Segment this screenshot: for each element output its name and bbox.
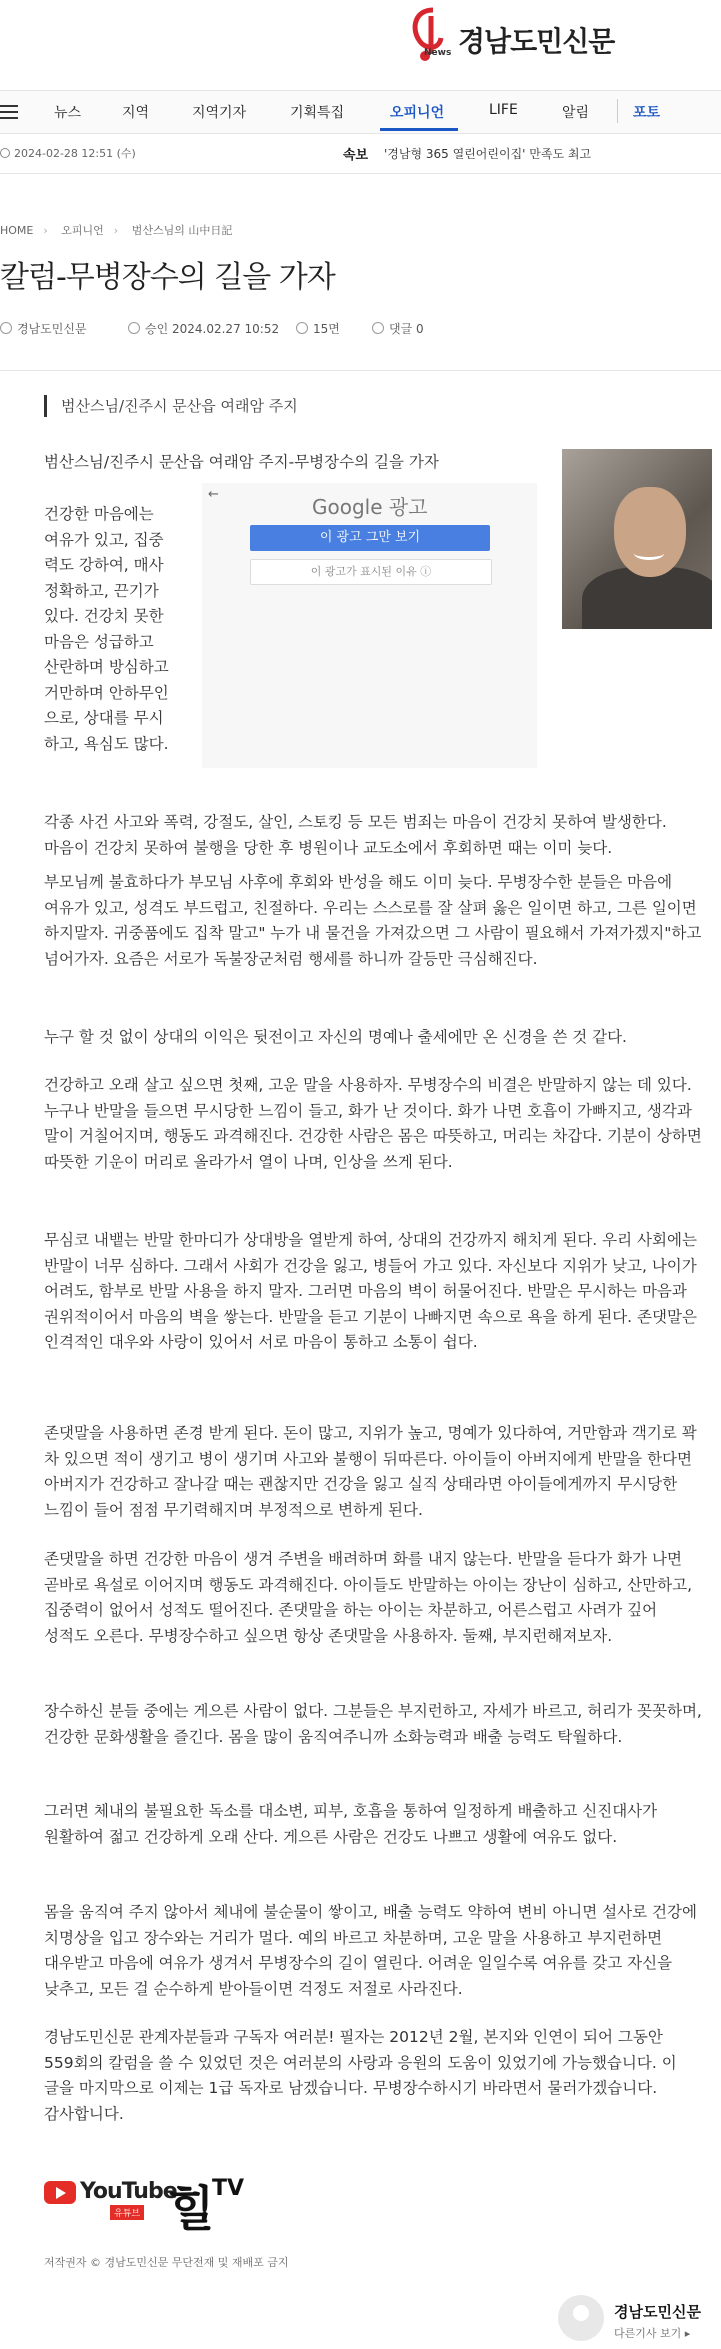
narrow-line: 으로, 상대를 무시: [44, 709, 164, 727]
author-photo: [562, 449, 712, 629]
ad-back-icon[interactable]: ←: [208, 487, 219, 502]
article-paragraph: 각종 사건 사고와 폭력, 강절도, 살인, 스토킹 등 모든 범죄는 마음이 건강치 못하여 발생한다. 마음이 건강치 못하여 불행을 당한 후 병원이나 교도소에서 후회하면 때는 이미 늦다.: [44, 813, 667, 857]
stop-ad-button[interactable]: 이 광고 그만 보기: [250, 525, 490, 551]
article-paragraph: 누구 할 것 없이 상대의 이익은 뒷전이고 자신의 명예나 출세에만 온 신경을 쓴 것 같다.: [44, 1028, 627, 1046]
article-paragraph: 몸을 움직여 주지 않아서 체내에 불순물이 쌓이고, 배출 능력도 약하여 변비 아니면 설사로 건강에 치명상을 입고 장수와는 거리가 멀다. 예의 바르고 차분하며, 고운 말을 사용하고 부지런하면 대우받고 마음에 여유가 생겨서 무병장수의 길이 열린다. 어려운 일일수록 여유를 갖고 자신을 낮추고, 모든 걸 순수하게 받아들이면 걱정도 저절로 사라진다.: [44, 1903, 697, 1998]
nav-item-life[interactable]: LIFE: [489, 102, 518, 118]
article-paragraph: 건강하고 오래 살고 싶으면 첫째, 고운 말을 사용하자. 무병장수의 비결은 반말하지 않는 데 있다. 누구나 반말을 들으면 무시당한 느낌이 들고, 화가 난 것이다. 화가 나면 호흡이 가빠지고, 생각과 말이 거칠어지며, 행동도 과격해진다. 건강한 사람은 몸은 따뜻하고, 머리는 차갑다. 기분이 상하면 따뜻한 기운이 머리로 올라가서 열이 나며, 인상을 쓰게 된다.: [44, 1076, 702, 1171]
site-logo[interactable]: [400, 6, 680, 64]
meta-approved: [128, 320, 279, 337]
nav-item-feature[interactable]: 기획특집: [290, 105, 345, 121]
article-paragraph: 존댓말을 하면 건강한 마음이 생겨 주변을 배려하며 화를 내지 않는다. 반말을 듣다가 화가 나면 곧바로 욕설로 이어지며 행동도 과격해진다. 아이들도 반말하는 아이는 장난이 심하고, 산만하고, 집중력이 없어서 성적도 떨어진다. 존댓말을 하는 아이는 차분하고, 어른스럽고 사려가 깊어 성적도 오른다. 무병장수하고 싶으면 항상 존댓말을 사용하자. 둘째, 부지런해져보자.: [44, 1550, 693, 1645]
logo-name: 경남도민신문: [458, 25, 615, 58]
breadcrumb-separator-icon: ›: [43, 224, 48, 237]
article-title: 칼럼-무병장수의 길을 가자: [0, 260, 335, 295]
news-ticker: [0, 133, 721, 174]
author-card[interactable]: [558, 2295, 721, 2349]
nav-item-photo[interactable]: 포토: [633, 105, 661, 121]
meta-comments[interactable]: [372, 320, 424, 337]
article-paragraph: 그러면 체내의 불필요한 독소를 대소변, 피부, 호흡을 통하여 일정하게 배출하고 신진대사가 원활하여 젊고 건강하게 오래 산다. 게으른 사람은 건강도 나쁘고 생활에 여유도 없다.: [44, 1802, 658, 1846]
breadcrumb-opinion[interactable]: 오피니언: [61, 224, 104, 237]
narrow-line: 산란하며 방심하고: [44, 658, 169, 676]
article-paragraph: 존댓말을 사용하면 존경 받게 된다. 돈이 많고, 지위가 높고, 명예가 있다하여, 거만함과 객기로 꽉 차 있으면 적이 생기고 병이 생기며 사고와 불행이 뒤따른다. 아이들이 아버지에게 반말을 한다면 아버지가 건강하고 잘나갈 때는 괜찮지만 건강을 잃고 실직 상태라면 아이들에게까지 무시당한 느낌이 들어 점점 무기력해지며 부정적으로 변하게 된다.: [44, 1424, 697, 1519]
heal-tv-logo[interactable]: [168, 2170, 258, 2237]
meta-page: [296, 320, 340, 337]
narrow-line: 여유가 있고, 집중: [44, 530, 164, 549]
google-ad-panel: [202, 483, 537, 768]
breadcrumb-home[interactable]: HOME: [0, 224, 34, 237]
meta-author: [0, 320, 87, 337]
author-text: 경남도민신문: [17, 322, 87, 336]
narrow-line: 있다. 건강치 못한: [44, 607, 164, 625]
youtube-sub-label: 유튜브: [110, 2205, 144, 2220]
why-ad-button[interactable]: 이 광고가 표시된 이유 ⓘ: [250, 559, 492, 585]
main-nav: [0, 90, 721, 134]
ad-suffix: 광고: [388, 495, 428, 519]
heal-tv-glyph: 힐: [168, 2181, 215, 2237]
comment-icon: [372, 322, 384, 334]
page-text: 15면: [313, 322, 340, 336]
nav-divider: [617, 99, 618, 123]
avatar: [558, 2295, 604, 2341]
narrow-line: 정확하고, 끈기가: [44, 581, 159, 600]
photo-smile: [634, 547, 664, 560]
article-paragraph: 무심코 내뱉는 반말 한마디가 상대방을 열받게 하여, 상대의 건강까지 해치게 된다. 우리 사회에는 반말이 너무 심하다. 그래서 사회가 건강을 잃고, 병들어 가고 있다. 자신보다 지위가 낮고, 나이가 어려도, 함부로 반말 사용을 하지 말자. 그러면 마음의 벽이 허물어진다. 반말은 무시하는 마음과 권위적이어서 마음의 벽을 쌓는다. 반말을 듣고 기분이 나빠지면 속으로 욕을 하게 된다. 존댓말은 인격적인 대우와 사랑이 있어서 서로 마음이 통하고 소통이 쉽다.: [44, 1231, 697, 1351]
copyright-notice: 저작권자 © 경남도민신문 무단전재 및 재배포 금지: [44, 2256, 289, 2269]
article-subtitle: 범산스님/진주시 문산읍 여래암 주지: [44, 395, 298, 417]
page-icon: [296, 322, 308, 334]
divider: [0, 370, 721, 371]
logo-sub: News: [424, 48, 452, 58]
breadcrumb-column[interactable]: 범산스님의 山中日記: [131, 224, 233, 237]
breaking-label: 속보: [343, 148, 369, 163]
narrow-line: 거만하며 안하무인: [44, 683, 169, 702]
nav-item-local-reporter[interactable]: 지역기자: [192, 105, 247, 121]
article-paragraph: 부모님께 불효하다가 부모님 사후에 후회와 반성을 해도 이미 늦다. 무병장수한 분들은 마음에 여유가 있고, 성격도 부드럽고, 친절하다. 우리는 스스로를 잘 살펴 옳은 일이면 하고, 그른 일이면 하지말자. 귀중품에도 집착 말고" 누가 내 물건을 가져갔으면 그 사람이 필요해서 가져가겠지"하고 넘어가자. 요즘은 서로가 독불장군처럼 행세를 하니까 갈등만 극심해진다.: [44, 873, 702, 968]
youtube-play-icon: [44, 2181, 76, 2204]
article-narrow-column: [44, 502, 189, 757]
google-wordmark: Google: [312, 495, 383, 519]
hamburger-menu-icon[interactable]: [0, 101, 18, 121]
current-date: [0, 145, 136, 161]
article-paragraph: 장수하신 분들 중에는 게으른 사람이 없다. 그분들은 부지런하고, 자세가 바르고, 허리가 꼿꼿하며, 건강한 문화생활을 즐긴다. 몸을 많이 움직여주니까 소화능력과 배출 능력도 탁월하다.: [44, 1702, 702, 1746]
nav-active-underline: [380, 128, 458, 131]
nav-item-news[interactable]: 뉴스: [54, 105, 82, 121]
youtube-wordmark: YouTube: [80, 2179, 177, 2204]
author-card-name: 경남도민신문: [614, 2303, 701, 2321]
more-articles-link[interactable]: 다른기사 보기 ▸: [614, 2327, 691, 2340]
nav-item-region[interactable]: 지역: [122, 105, 150, 121]
google-ad-label: [312, 491, 428, 520]
clock-icon: [0, 148, 10, 158]
article-lead: 범산스님/진주시 문산읍 여래암 주지-무병장수의 길을 가자: [44, 453, 439, 471]
photo-face: [614, 487, 686, 577]
youtube-link[interactable]: [44, 2179, 177, 2219]
narrow-line: 력도 강하여, 매사: [44, 556, 164, 574]
breadcrumb-separator-icon: ›: [113, 224, 119, 237]
user-icon: [0, 322, 12, 334]
comments-text: 댓글 0: [389, 322, 424, 336]
approved-text: 승인 2024.02.27 10:52: [145, 322, 280, 336]
nav-item-notice[interactable]: 알림: [562, 105, 590, 121]
breaking-headline[interactable]: '경남형 365 열린어린이집' 만족도 최고: [384, 147, 592, 161]
nav-item-opinion[interactable]: 오피니언: [390, 105, 445, 121]
date-text: 2024-02-28 12:51 (수): [14, 147, 136, 160]
breadcrumb: [0, 222, 242, 238]
narrow-line: 하고, 욕심도 많다.: [44, 734, 169, 753]
clock-icon: [128, 322, 140, 334]
narrow-line: 건강한 마음에는: [44, 505, 154, 523]
narrow-line: 마음은 성급하고: [44, 632, 154, 651]
article-paragraph: 경남도민신문 관계자분들과 구독자 여러분! 필자는 2012년 2월, 본지와 인연이 되어 그동안 559회의 칼럼을 쓸 수 있었던 것은 여러분의 사랑과 응원의 도움이 있었기에 가능했습니다. 이 글을 마지막으로 이제는 1급 독자로 남겠습니다. 무병장수하시기 바라면서 물러가겠습니다. 감사합니다.: [44, 2028, 677, 2123]
heal-tv-label: TV: [212, 2176, 245, 2201]
